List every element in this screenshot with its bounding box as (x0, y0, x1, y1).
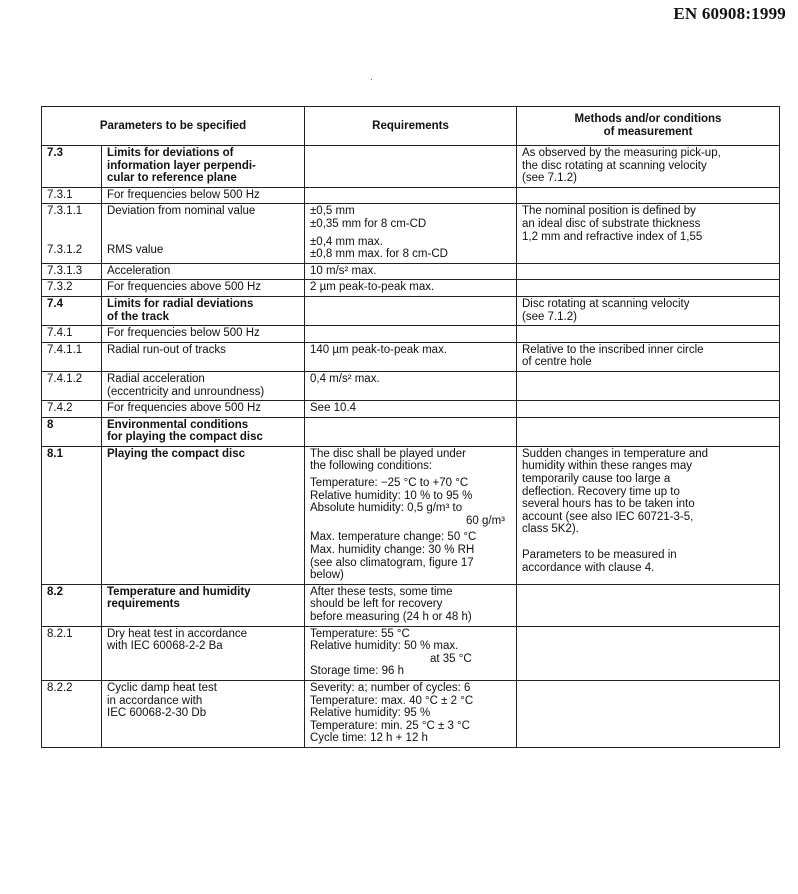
row-parameter-b: RMS value (107, 243, 164, 256)
row-method (517, 326, 780, 343)
row-method (517, 371, 780, 400)
row-requirement: See 10.4 (305, 401, 517, 418)
row-requirement (305, 146, 517, 188)
row-number: 8.1 (42, 446, 102, 584)
row-method (517, 401, 780, 418)
row-method (517, 263, 780, 280)
row-method (517, 280, 780, 297)
row-method (517, 626, 780, 680)
row-number: 8.2.1 (42, 626, 102, 680)
row-number: 7.4 (42, 296, 102, 325)
row-parameter: For frequencies below 500 Hz (102, 187, 305, 204)
row-requirement: Severity: a; number of cycles: 6 Temperature: max. 40 °C ± 2 °C Relative humidity: 95 % Temperature: min. 25 °C ± 3 °C Cycle time: 12 h + 12 h (305, 680, 517, 747)
requirement-intro: The disc shall be played under the following conditions: (310, 447, 466, 473)
row-number: 7.4.1.2 (42, 371, 102, 400)
stray-dot: . (370, 72, 373, 83)
row-number-b: 7.3.1.2 (47, 243, 83, 256)
row-requirement-a: ±0,5 mm ±0,35 mm for 8 cm-CD (310, 205, 427, 230)
parameters-table (41, 106, 780, 748)
table-row (42, 342, 780, 371)
col-header-methods: Methods and/or conditions of measurement (517, 107, 780, 146)
row-method: Relative to the inscribed inner circle of centre hole (517, 342, 780, 371)
row-parameter: Playing the compact disc (102, 446, 305, 584)
requirement-storage-time: Storage time: 96 h (310, 665, 404, 678)
row-requirement (305, 446, 517, 584)
row-number: 7.3.2 (42, 280, 102, 297)
requirement-conditions: Temperature: −25 °C to +70 °C Relative humidity: 10 % to 95 % Absolute humidity: 0,5 g/m³ to (310, 477, 473, 515)
row-requirement (305, 204, 517, 263)
row-requirement: 10 m/s² max. (305, 263, 517, 280)
table-row (42, 680, 780, 747)
row-parameter: Radial acceleration (eccentricity and unroundness) (102, 371, 305, 400)
row-requirement-b: ±0,4 mm max. ±0,8 mm max. for 8 cm-CD (310, 235, 448, 261)
requirement-dry-heat: Temperature: 55 °C Relative humidity: 50 % max. (310, 627, 459, 653)
row-parameter: For frequencies above 500 Hz (102, 401, 305, 418)
table-row (42, 263, 780, 280)
row-parameter: For frequencies above 500 Hz (102, 280, 305, 297)
requirement-abs-humidity-end: 60 g/m³ (466, 514, 505, 527)
row-number: 7.3.1.3 (42, 263, 102, 280)
method-note-2: Parameters to be measured in accordance with clause 4. (522, 549, 677, 574)
requirement-max-changes: Max. temperature change: 50 °C Max. humidity change: 30 % RH (see also climatogram, figure 17 below) (310, 531, 477, 582)
row-number: 7.3.1 (42, 187, 102, 204)
row-parameter-a: Deviation from nominal value (107, 205, 256, 218)
row-requirement (305, 296, 517, 325)
row-method (517, 680, 780, 747)
row-parameter: Temperature and humidity requirements (102, 584, 305, 626)
table-row (42, 204, 780, 263)
table-header-row (42, 107, 780, 146)
table-row (42, 626, 780, 680)
row-method (517, 417, 780, 446)
row-parameter: Cyclic damp heat test in accordance with IEC 60068-2-30 Db (102, 680, 305, 747)
table-row (42, 446, 780, 584)
row-method (517, 584, 780, 626)
requirement-dry-heat-at: at 35 °C (430, 652, 472, 665)
standard-id: EN 60908:1999 (673, 4, 786, 23)
table-row (42, 187, 780, 204)
row-method (517, 446, 780, 584)
row-method (517, 187, 780, 204)
row-requirement (305, 187, 517, 204)
col-header-requirements: Requirements (305, 107, 517, 146)
row-method: As observed by the measuring pick-up, the disc rotating at scanning velocity (see 7.1.2) (517, 146, 780, 188)
row-number: 8 (42, 417, 102, 446)
row-requirement (305, 626, 517, 680)
row-number: 8.2.2 (42, 680, 102, 747)
table-row (42, 326, 780, 343)
row-parameter: Radial run-out of tracks (102, 342, 305, 371)
row-parameter: Dry heat test in accordance with IEC 60068-2-2 Ba (102, 626, 305, 680)
row-parameter: Environmental conditions for playing the compact disc (102, 417, 305, 446)
row-requirement (305, 326, 517, 343)
row-number: 7.3 (42, 146, 102, 188)
row-number-a: 7.3.1.1 (47, 205, 83, 218)
table-row (42, 417, 780, 446)
row-requirement: 140 µm peak-to-peak max. (305, 342, 517, 371)
row-requirement: 2 µm peak-to-peak max. (305, 280, 517, 297)
row-requirement (305, 417, 517, 446)
row-parameter: Limits for radial deviations of the track (102, 296, 305, 325)
table-row (42, 584, 780, 626)
table-row (42, 280, 780, 297)
row-method: The nominal position is defined by an ideal disc of substrate thickness 1,2 mm and refractive index of 1,55 (517, 204, 780, 263)
table-row (42, 296, 780, 325)
method-note-1: Sudden changes in temperature and humidity within these ranges may temporarily cause too large a deflection. Recovery time up to several hours has to be taken into account (see also IEC 60721-3-5, class 5K2). (522, 447, 709, 536)
row-requirement: After these tests, some time should be left for recovery before measuring (24 h or 48 h) (305, 584, 517, 626)
row-parameter (102, 204, 305, 263)
row-number: 8.2 (42, 584, 102, 626)
row-requirement: 0,4 m/s² max. (305, 371, 517, 400)
col-header-parameters: Parameters to be specified (42, 107, 305, 146)
row-number: 7.4.1.1 (42, 342, 102, 371)
table-row (42, 371, 780, 400)
row-number: 7.4.2 (42, 401, 102, 418)
row-method: Disc rotating at scanning velocity (see 7.1.2) (517, 296, 780, 325)
table-row (42, 146, 780, 188)
row-parameter: For frequencies below 500 Hz (102, 326, 305, 343)
row-number (42, 204, 102, 263)
row-number: 7.4.1 (42, 326, 102, 343)
row-parameter: Acceleration (102, 263, 305, 280)
table-row (42, 401, 780, 418)
row-parameter: Limits for deviations of information layer perpendi- cular to reference plane (102, 146, 305, 188)
